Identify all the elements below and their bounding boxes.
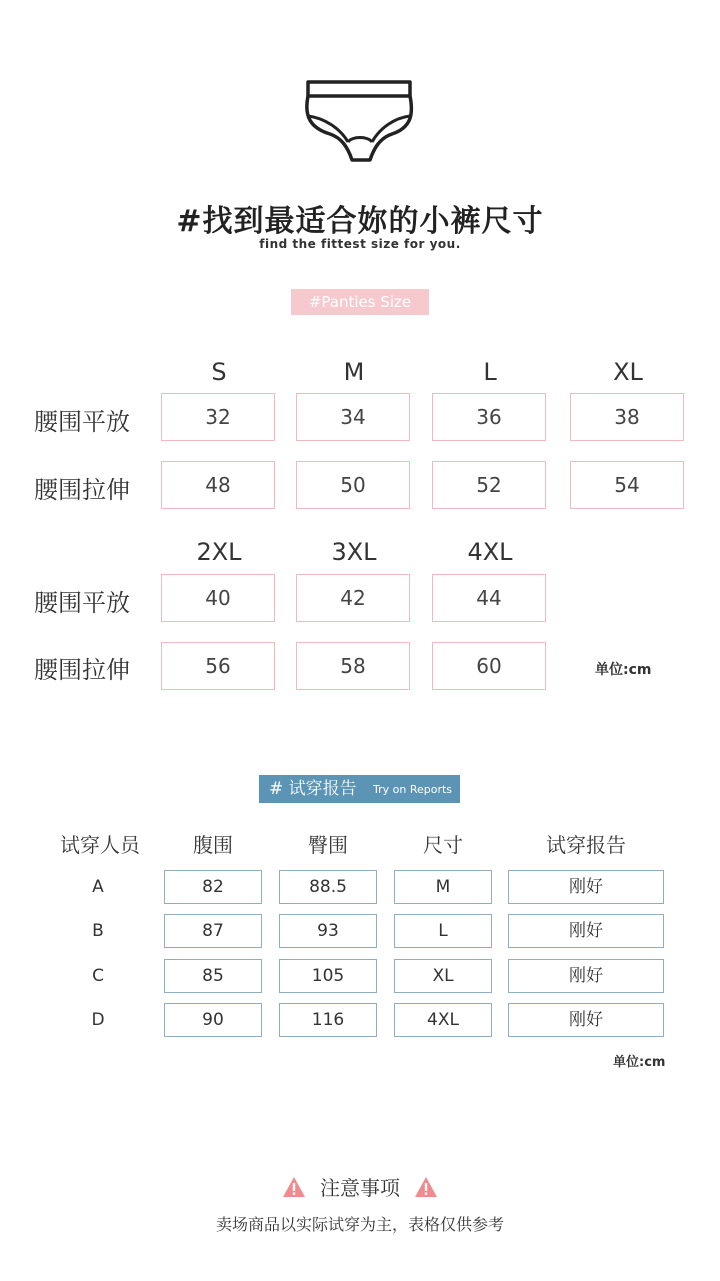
report-cell: 刚好: [508, 914, 664, 948]
size-header-3xl: 3XL: [331, 538, 377, 566]
try-on-tag-main: # 试穿报告: [269, 779, 357, 799]
tester-name: A: [92, 877, 104, 897]
size-cell: 34: [296, 393, 410, 441]
size-cell: 44: [432, 574, 546, 622]
header-hip: 臀围: [308, 833, 348, 857]
tester-name: D: [91, 1010, 105, 1030]
size-cell: 36: [432, 393, 546, 441]
page-subtitle: find the fittest size for you.: [259, 237, 461, 251]
try-on-tag-sub: Try on Reports: [373, 783, 453, 796]
header-tester: 试穿人员: [60, 833, 140, 857]
panties-size-tag: #Panties Size: [291, 289, 429, 315]
tester-name: B: [92, 921, 104, 941]
size-header-2xl: 2XL: [196, 538, 242, 566]
belly-cell: 87: [164, 914, 262, 948]
size-cell: XL: [394, 959, 492, 993]
belly-cell: 85: [164, 959, 262, 993]
size-cell: 60: [432, 642, 546, 690]
size-cell: 58: [296, 642, 410, 690]
size-cell: 56: [161, 642, 275, 690]
try-on-reports-tag: [259, 775, 460, 803]
unit-label: 单位:cm: [613, 1055, 666, 1070]
hip-cell: 88.5: [279, 870, 377, 904]
size-cell: 38: [570, 393, 684, 441]
panties-icon: [300, 76, 420, 166]
size-cell: 50: [296, 461, 410, 509]
size-cell: 4XL: [394, 1003, 492, 1037]
report-cell: 刚好: [508, 870, 664, 904]
row-label-waist-stretch: 腰围拉伸: [34, 656, 130, 684]
tester-name: C: [92, 966, 104, 986]
notice-text: 卖场商品以实际试穿为主，表格仅供参考: [215, 1215, 504, 1234]
size-header-l: L: [483, 358, 497, 386]
size-cell: M: [394, 870, 492, 904]
size-cell: 48: [161, 461, 275, 509]
header-report: 试穿报告: [546, 833, 626, 857]
size-header-xl: XL: [613, 358, 643, 386]
size-cell: 32: [161, 393, 275, 441]
belly-cell: 90: [164, 1003, 262, 1037]
hip-cell: 105: [279, 959, 377, 993]
header-belly: 腹围: [193, 833, 233, 857]
size-header-s: S: [211, 358, 227, 386]
unit-label: 单位:cm: [595, 662, 652, 678]
header-size: 尺寸: [423, 833, 463, 857]
size-cell: 54: [570, 461, 684, 509]
hip-cell: 93: [279, 914, 377, 948]
size-cell: 40: [161, 574, 275, 622]
belly-cell: 82: [164, 870, 262, 904]
size-header-m: M: [343, 358, 365, 386]
row-label-waist-flat: 腰围平放: [34, 408, 130, 436]
page-title: #找到最适合妳的小裤尺寸: [176, 204, 544, 239]
size-header-4xl: 4XL: [467, 538, 513, 566]
size-cell: L: [394, 914, 492, 948]
notice-title: 注意事项: [320, 1176, 400, 1200]
report-cell: 刚好: [508, 1003, 664, 1037]
hip-cell: 116: [279, 1003, 377, 1037]
notice-heading: [0, 1172, 720, 1201]
size-cell: 52: [432, 461, 546, 509]
warning-icon: [282, 1176, 306, 1198]
row-label-waist-flat: 腰围平放: [34, 589, 130, 617]
row-label-waist-stretch: 腰围拉伸: [34, 476, 130, 504]
warning-icon: [414, 1176, 438, 1198]
size-cell: 42: [296, 574, 410, 622]
report-cell: 刚好: [508, 959, 664, 993]
